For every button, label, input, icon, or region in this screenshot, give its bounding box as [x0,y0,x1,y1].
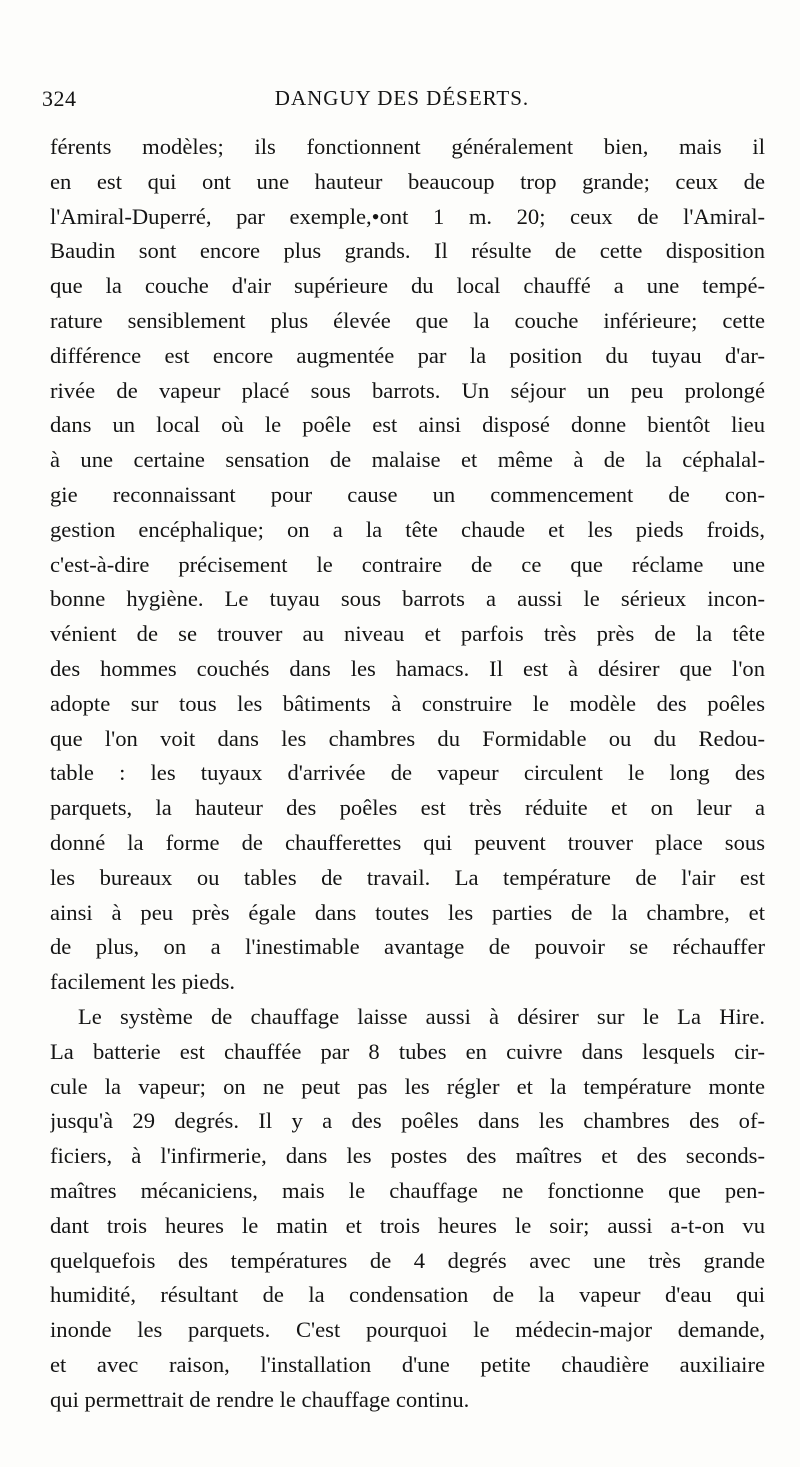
text-line: que l'on voit dans les chambres du Formidable ou du Redou- [50,725,765,751]
text-line: Le système de chauffage laisse aussi à désirer sur le La Hire. [78,1003,765,1029]
text-line: de plus, on a l'inestimable avantage de pouvoir se réchauffer [50,934,765,960]
running-head: DANGUY DES DÉSERTS. [274,86,530,110]
text-line: dant trois heures le matin et trois heures le soir; aussi a-t-on vu [50,1212,765,1238]
text-line: maîtres mécaniciens, mais le chauffage ne fonctionne que pen- [50,1177,765,1203]
text-line: l'Amiral-Duperré, par exemple,•ont 1 m. 20; ceux de l'Amiral- [50,203,765,229]
text-line: rivée de vapeur placé sous barrots. Un séjour un peu prolongé [50,377,765,403]
text-line: et avec raison, l'installation d'une petite chaudière auxiliaire [50,1351,765,1377]
text-line: quelquefois des températures de 4 degrés avec une très grande [50,1247,765,1273]
paragraph-1 [50,130,765,1000]
text-line: férents modèles; ils fonctionnent généralement bien, mais il [50,134,765,159]
text-line: dans un local où le poêle est ainsi disposé donne bientôt lieu [50,412,765,438]
text-line: facilement les pieds. [50,969,236,995]
text-line: jusqu'à 29 degrés. Il y a des poêles dans les chambres des of- [50,1108,765,1134]
text-line: qui permettrait de rendre le chauffage continu. [50,1386,470,1412]
text-line: des hommes couchés dans les hamacs. Il est à désirer que l'on [50,655,765,681]
text-line: parquets, la hauteur des poêles est très réduite et on leur a [50,795,765,821]
text-line: gie reconnaissant pour cause un commencement de con- [50,481,765,507]
text-line: donné la forme de chaufferettes qui peuvent trouver place sous [50,829,765,855]
text-line: les bureaux ou tables de travail. La température de l'air est [50,864,765,890]
text-line: c'est-à-dire précisement le contraire de ce que réclame une [50,551,765,577]
text-line: gestion encéphalique; on a la tête chaude et les pieds froids, [50,516,765,542]
text-line: cule la vapeur; on ne peut pas les régler et la température monte [50,1073,765,1099]
text-line: inonde les parquets. C'est pourquoi le médecin-major demande, [50,1317,765,1343]
text-line: La batterie est chauffée par 8 tubes en cuivre dans lesquels cir- [50,1038,765,1064]
text-line: que la couche d'air supérieure du local chauffé a une tempé- [50,273,765,299]
text-line: ainsi à peu près égale dans toutes les parties de la chambre, et [50,899,765,925]
text-line: en est qui ont une hauteur beaucoup trop grande; ceux de [50,168,765,194]
text-line: à une certaine sensation de malaise et même à de la céphalal- [50,447,765,473]
text-line: bonne hygiène. Le tuyau sous barrots a aussi le sérieux incon- [50,586,765,612]
body-text [50,130,765,1417]
paragraph-2 [50,1000,765,1418]
text-line: différence est encore augmentée par la position du tuyau d'ar- [50,342,765,368]
text-line: ficiers, à l'infirmerie, dans les postes des maîtres et des seconds- [50,1143,765,1169]
text-line: Baudin sont encore plus grands. Il résulte de cette disposition [50,238,765,264]
text-line: humidité, résultant de la condensation de la vapeur d'eau qui [50,1282,765,1308]
text-line: rature sensiblement plus élevée que la couche inférieure; cette [50,307,765,333]
page-number: 324 [42,86,77,111]
page-header [42,86,762,126]
text-line: table : les tuyaux d'arrivée de vapeur circulent le long des [50,760,765,786]
text-line: adopte sur tous les bâtiments à construire le modèle des poêles [50,690,765,716]
text-line: vénient de se trouver au niveau et parfois très près de la tête [50,621,765,647]
